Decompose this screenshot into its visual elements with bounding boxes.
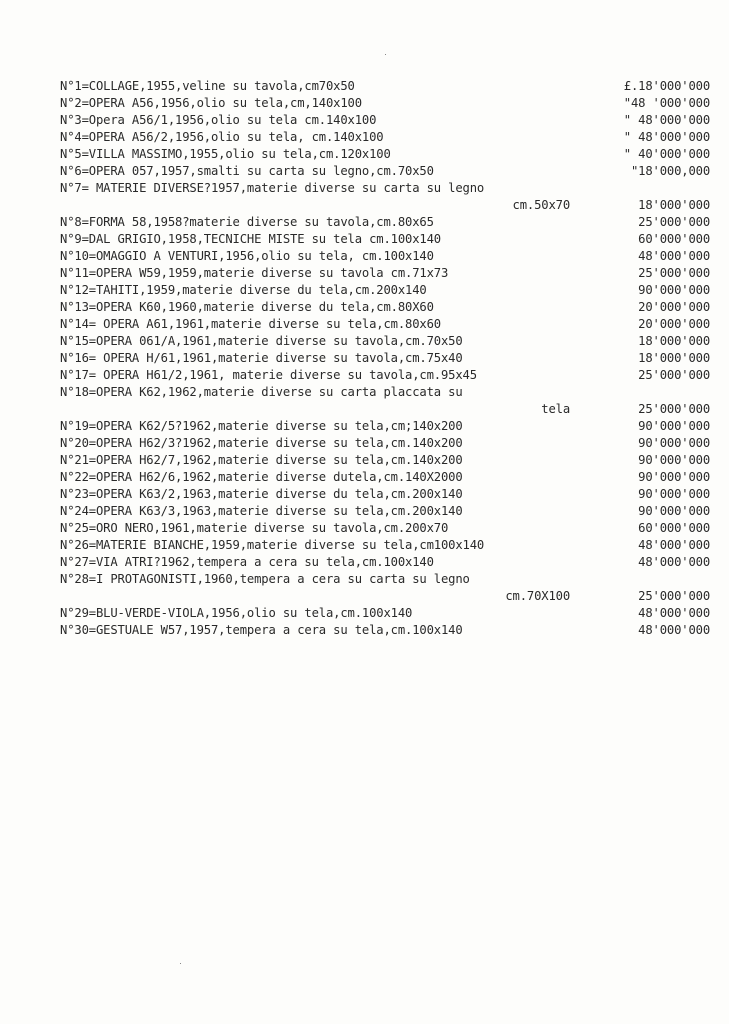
entry-line (60, 95, 710, 112)
entry-line (60, 248, 710, 265)
entry-line (60, 265, 710, 282)
entry-description: N°1=COLLAGE,1955,veline su tavola,cm70x50 (60, 79, 355, 93)
entry-line (60, 622, 710, 639)
entry-line (60, 231, 710, 248)
entry-line (60, 503, 710, 520)
entry-line (60, 163, 710, 180)
entry-continuation: tela (541, 402, 570, 416)
list-item (60, 520, 710, 537)
list-item (60, 265, 710, 282)
entry-line (60, 180, 710, 197)
entry-line (60, 333, 710, 350)
entry-line (60, 452, 710, 469)
entry-price: 90'000'000 (638, 487, 710, 501)
entry-description: N°25=ORO NERO,1961,materie diverse su tavola,cm.200x70 (60, 521, 449, 535)
entry-continuation-line (60, 588, 710, 605)
entry-description: N°14= OPERA A61,1961,materie diverse su tela,cm.80x60 (60, 317, 441, 331)
list-item (60, 299, 710, 316)
entry-price: "18'000,000 (630, 164, 710, 178)
entry-line (60, 605, 710, 622)
entry-description: N°26=MATERIE BIANCHE,1959,materie diverse su tela,cm100x140 (60, 538, 485, 552)
entry-description: N°27=VIA ATRI?1962,tempera a cera su tela,cm.100x140 (60, 555, 434, 569)
entry-description: N°24=OPERA K63/3,1963,materie diverse su tela,cm.200x140 (60, 504, 463, 518)
entry-line (60, 350, 710, 367)
entry-price: 25'000'000 (638, 215, 710, 229)
entry-line (60, 384, 710, 401)
entry-description: N°11=OPERA W59,1959,materie diverse su tavola cm.71x73 (60, 266, 449, 280)
list-item (60, 180, 710, 214)
artwork-price-list (60, 78, 710, 639)
list-item (60, 231, 710, 248)
entry-line (60, 435, 710, 452)
entry-description: N°30=GESTUALE W57,1957,tempera a cera su tela,cm.100x140 (60, 623, 463, 637)
entry-price: 25'000'000 (638, 368, 710, 382)
list-item (60, 554, 710, 571)
list-item (60, 316, 710, 333)
entry-price: 90'000'000 (638, 419, 710, 433)
entry-line (60, 571, 710, 588)
entry-price: 48'000'000 (638, 555, 710, 569)
entry-price: 48'000'000 (638, 249, 710, 263)
entry-description: N°6=OPERA 057,1957,smalti su carta su legno,cm.70x50 (60, 164, 434, 178)
entry-line (60, 282, 710, 299)
list-item (60, 452, 710, 469)
entry-line (60, 214, 710, 231)
entry-price: 48'000'000 (638, 623, 710, 637)
entry-price: 90'000'000 (638, 453, 710, 467)
list-item (60, 605, 710, 622)
entry-price: 18'000'000 (638, 198, 710, 212)
entry-line (60, 367, 710, 384)
entry-description: N°7= MATERIE DIVERSE?1957,materie diverse su carta su legno (60, 181, 485, 195)
list-item (60, 78, 710, 95)
entry-price: " 48'000'000 (623, 130, 710, 144)
entry-description: N°28=I PROTAGONISTI,1960,tempera a cera su carta su legno (60, 572, 470, 586)
list-item (60, 95, 710, 112)
list-item (60, 248, 710, 265)
entry-description: N°3=Opera A56/1,1956,olio su tela cm.140x100 (60, 113, 377, 127)
entry-description: N°4=OPERA A56/2,1956,olio su tela, cm.140x100 (60, 130, 384, 144)
list-item (60, 571, 710, 605)
entry-description: N°21=OPERA H62/7,1962,materie diverse su tela,cm.140x200 (60, 453, 463, 467)
paper-speck (180, 963, 181, 964)
entry-description: N°5=VILLA MASSIMO,1955,olio su tela,cm.120x100 (60, 147, 391, 161)
entry-price: 18'000'000 (638, 334, 710, 348)
entry-price: 48'000'000 (638, 538, 710, 552)
list-item (60, 282, 710, 299)
entry-line (60, 537, 710, 554)
entry-price: £.18'000'000 (623, 79, 710, 93)
entry-line (60, 469, 710, 486)
entry-continuation-line (60, 197, 710, 214)
entry-description: N°23=OPERA K63/2,1963,materie diverse du tela,cm.200x140 (60, 487, 463, 501)
entry-description: N°20=OPERA H62/3?1962,materie diverse su tela,cm.140x200 (60, 436, 463, 450)
entry-line (60, 418, 710, 435)
entry-continuation-line (60, 401, 710, 418)
entry-price: 90'000'000 (638, 504, 710, 518)
entry-description: N°17= OPERA H61/2,1961, materie diverse su tavola,cm.95x45 (60, 368, 477, 382)
entry-line (60, 299, 710, 316)
paper-speck (385, 54, 386, 55)
list-item (60, 435, 710, 452)
entry-price: 20'000'000 (638, 300, 710, 314)
entry-price: 90'000'000 (638, 283, 710, 297)
entry-description: N°8=FORMA 58,1958?materie diverse su tavola,cm.80x65 (60, 215, 434, 229)
entry-line (60, 554, 710, 571)
entry-continuation: cm.70X100 (505, 589, 570, 603)
entry-description: N°15=OPERA 061/A,1961,materie diverse su tavola,cm.70x50 (60, 334, 463, 348)
entry-price: 25'000'000 (638, 402, 710, 416)
list-item (60, 214, 710, 231)
list-item (60, 469, 710, 486)
entry-line (60, 112, 710, 129)
entry-price: 18'000'000 (638, 351, 710, 365)
entry-line (60, 520, 710, 537)
list-item (60, 163, 710, 180)
entry-price: " 48'000'000 (623, 113, 710, 127)
list-item (60, 350, 710, 367)
list-item (60, 384, 710, 418)
list-item (60, 146, 710, 163)
entry-continuation: cm.50x70 (512, 198, 570, 212)
list-item (60, 418, 710, 435)
list-item (60, 486, 710, 503)
entry-price: 20'000'000 (638, 317, 710, 331)
list-item (60, 622, 710, 639)
entry-price: 90'000'000 (638, 470, 710, 484)
entry-description: N°12=TAHITI,1959,materie diverse du tela,cm.200x140 (60, 283, 427, 297)
entry-price: 60'000'000 (638, 521, 710, 535)
list-item (60, 333, 710, 350)
entry-price: 60'000'000 (638, 232, 710, 246)
entry-price: 48'000'000 (638, 606, 710, 620)
entry-price: " 40'000'000 (623, 147, 710, 161)
entry-price: 90'000'000 (638, 436, 710, 450)
list-item (60, 367, 710, 384)
entry-line (60, 486, 710, 503)
entry-description: N°18=OPERA K62,1962,materie diverse su carta placcata su (60, 385, 463, 399)
entry-description: N°19=OPERA K62/5?1962,materie diverse su tela,cm;140x200 (60, 419, 463, 433)
entry-description: N°29=BLU-VERDE-VIOLA,1956,olio su tela,cm.100x140 (60, 606, 413, 620)
entry-description: N°2=OPERA A56,1956,olio su tela,cm,140x100 (60, 96, 362, 110)
list-item (60, 503, 710, 520)
list-item (60, 112, 710, 129)
entry-price: 25'000'000 (638, 266, 710, 280)
entry-description: N°22=OPERA H62/6,1962,materie diverse dutela,cm.140X2000 (60, 470, 463, 484)
entry-description: N°9=DAL GRIGIO,1958,TECNICHE MISTE su tela cm.100x140 (60, 232, 441, 246)
entry-line (60, 316, 710, 333)
entry-line (60, 78, 710, 95)
entry-line (60, 146, 710, 163)
list-item (60, 537, 710, 554)
entry-description: N°16= OPERA H/61,1961,materie diverse su tavola,cm.75x40 (60, 351, 463, 365)
entry-description: N°10=OMAGGIO A VENTURI,1956,olio su tela, cm.100x140 (60, 249, 434, 263)
entry-price: 25'000'000 (638, 589, 710, 603)
list-item (60, 129, 710, 146)
entry-description: N°13=OPERA K60,1960,materie diverse du tela,cm.80X60 (60, 300, 434, 314)
entry-price: "48 '000'000 (623, 96, 710, 110)
entry-line (60, 129, 710, 146)
